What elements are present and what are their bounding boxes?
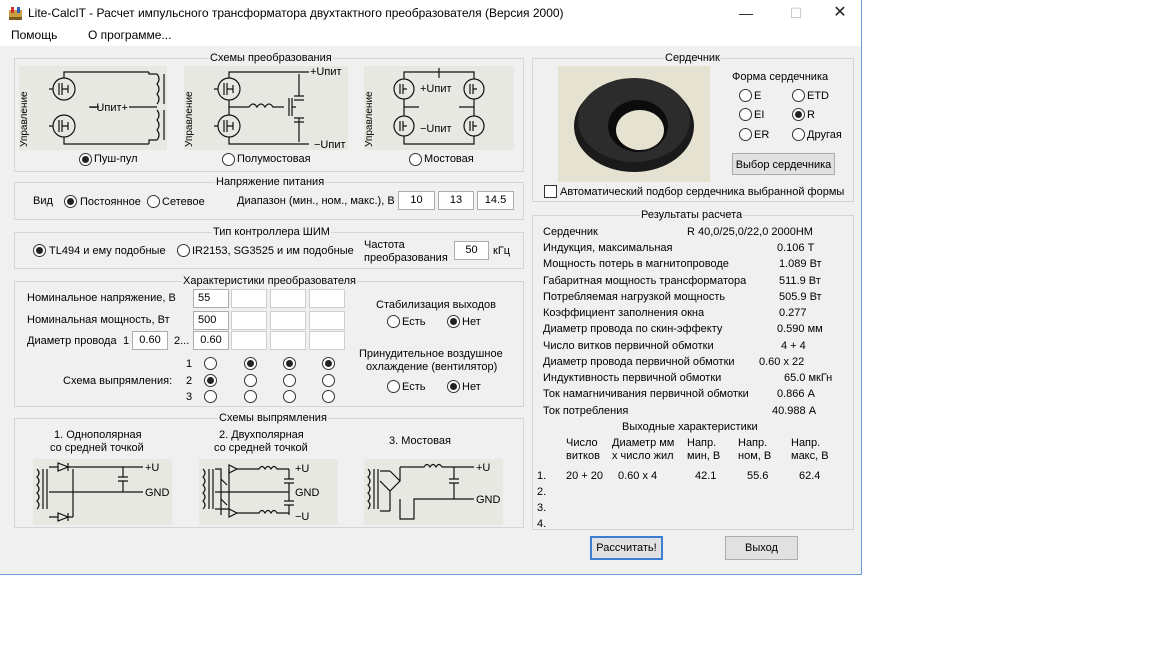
- converter-wire-input-3[interactable]: [231, 331, 267, 350]
- supply-max-input[interactable]: 14.5: [477, 191, 514, 210]
- fan-no-label: Нет: [462, 381, 481, 393]
- fan-title-line2: охлаждение (вентилятор): [366, 361, 498, 373]
- converter-wire-label: Диаметр провода: [27, 335, 117, 347]
- result-label-fill-factor: Коэффициент заполнения окна: [543, 307, 705, 319]
- core-shape-other-radio[interactable]: [792, 128, 805, 141]
- result-label-inductance: Индуктивность первичной обмотки: [543, 372, 722, 384]
- core-shape-ei-radio[interactable]: [739, 108, 752, 121]
- half-bridge-diagram: [184, 66, 348, 150]
- full-bridge-plus-label: +Uпит: [420, 83, 452, 95]
- output-header-vmin-1: Напр.: [687, 437, 717, 449]
- result-label-overall-power: Габаритная мощность трансформатора: [543, 275, 747, 287]
- pwm-freq-unit: кГц: [493, 245, 511, 257]
- result-label-load-power: Потребляемая нагрузкой мощность: [543, 291, 726, 303]
- core-shape-er-radio[interactable]: [739, 128, 752, 141]
- scheme-half-bridge-radio[interactable]: [222, 153, 235, 166]
- converter-power-input-4[interactable]: [309, 311, 345, 330]
- rectifier-row-2-label: 2: [186, 375, 193, 387]
- pwm-title: Тип контроллера ШИМ: [213, 226, 330, 238]
- rect-s2-plus-label: +U: [295, 463, 310, 475]
- auto-core-label: Автоматический подбор сердечника выбранной формы: [560, 186, 845, 198]
- rect-s2-minus-label: −U: [295, 511, 310, 523]
- supply-nom-input[interactable]: 13: [438, 191, 474, 210]
- pwm-ir2153-radio[interactable]: [177, 244, 190, 257]
- supply-dc-radio[interactable]: [64, 195, 77, 208]
- converter-wire-1-label: 1: [123, 335, 130, 347]
- schemes-title: Схемы преобразования: [210, 52, 332, 64]
- supply-min-input[interactable]: 10: [398, 191, 435, 210]
- converter-voltage-label: Номинальное напряжение, В: [27, 292, 176, 304]
- core-shape-e-label: E: [754, 90, 762, 102]
- rect-out4-scheme3-radio[interactable]: [322, 390, 335, 403]
- supply-type-label: Вид: [33, 195, 53, 207]
- half-bridge-plus-label: +Uпит: [310, 66, 342, 78]
- converter-wire-input-5[interactable]: [309, 331, 345, 350]
- output-header-vmax-2: макс, В: [791, 450, 829, 462]
- result-value-induction: 0.106 Т: [777, 242, 815, 254]
- converter-power-input-3[interactable]: [270, 311, 306, 330]
- result-value-primary-wire: 0.60 x 22: [759, 356, 805, 368]
- converter-wire-input-4[interactable]: [270, 331, 306, 350]
- output-row-1-vnom: 55.6: [747, 470, 769, 482]
- output-row-1-vmax: 62.4: [799, 470, 821, 482]
- rect-s3-title: 3. Мостовая: [389, 435, 451, 447]
- core-shape-r-radio[interactable]: [792, 108, 805, 121]
- stabilization-title: Стабилизация выходов: [376, 299, 496, 311]
- core-shape-e-radio[interactable]: [739, 89, 752, 102]
- push-pull-control-label: Управление: [19, 91, 30, 147]
- core-ring-image: [558, 66, 710, 182]
- stabilization-no-radio[interactable]: [447, 315, 460, 328]
- rectifier-row-1-label: 1: [186, 358, 193, 370]
- core-title: Сердечник: [665, 52, 720, 64]
- output-header-vnom-2: ном, В: [738, 450, 772, 462]
- converter-wire-2-input[interactable]: 0.60: [193, 331, 229, 350]
- result-label-consumption: Ток потребления: [543, 405, 629, 417]
- core-shape-r-label: R: [807, 109, 815, 121]
- fan-title-line1: Принудительное воздушное: [359, 348, 503, 360]
- result-value-load-power: 505.9 Вт: [779, 291, 822, 303]
- title-bar[interactable]: [0, 0, 861, 26]
- stabilization-no-label: Нет: [462, 316, 481, 328]
- converter-title: Характеристики преобразователя: [183, 275, 357, 287]
- rect-s1-gnd-label: GND: [145, 487, 170, 499]
- output-header-turns-1: Число: [566, 437, 598, 449]
- scheme-half-bridge-label: Полумостовая: [237, 153, 311, 165]
- result-value-overall-power: 511.9 Вт: [779, 275, 821, 287]
- result-value-primary-turns: 4 + 4: [781, 340, 806, 352]
- result-value-inductance: 65.0 мкГн: [784, 372, 833, 384]
- converter-voltage-input-3[interactable]: [270, 289, 306, 308]
- rectifier-scheme-label: Схема выпрямления:: [63, 375, 173, 387]
- rect-s2-line2: со средней точкой: [214, 442, 308, 454]
- supply-ac-label: Сетевое: [162, 196, 205, 208]
- rect-out3-scheme3-radio[interactable]: [283, 390, 296, 403]
- core-shape-etd-label: ETD: [807, 90, 829, 102]
- pwm-tl494-label: TL494 и ему подобные: [49, 245, 166, 257]
- result-label-primary-turns: Число витков первичной обмотки: [543, 340, 714, 352]
- full-bridge-control-label: Управление: [364, 91, 375, 147]
- stabilization-yes-label: Есть: [402, 316, 426, 328]
- app-icon: [8, 6, 23, 21]
- core-shape-ei-label: EI: [754, 109, 765, 121]
- fan-yes-radio[interactable]: [387, 380, 400, 393]
- output-row-1-vmin: 42.1: [695, 470, 717, 482]
- half-bridge-control-label: Управление: [184, 91, 195, 147]
- output-row-3-num: 3.: [537, 502, 547, 514]
- rect-out3-scheme1-radio[interactable]: [283, 357, 296, 370]
- pwm-freq-label-1: Частота: [364, 239, 405, 251]
- calculate-button[interactable]: Рассчитать!: [590, 536, 663, 560]
- rect-s1-plus-label: +U: [145, 462, 160, 474]
- converter-voltage-input-2[interactable]: [231, 289, 267, 308]
- converter-power-input[interactable]: 500: [193, 311, 229, 330]
- result-value-core-loss: 1.089 Вт: [779, 258, 822, 270]
- result-label-skin-diameter: Диаметр провода по скин-эффекту: [543, 323, 723, 335]
- result-value-fill-factor: 0.277: [779, 307, 807, 319]
- result-label-induction: Индукция, максимальная: [543, 242, 673, 254]
- converter-power-label: Номинальная мощность, Вт: [27, 314, 170, 326]
- converter-wire-1-input[interactable]: 0.60: [132, 331, 168, 350]
- push-pull-supply-label: −Uпит+: [90, 102, 128, 114]
- push-pull-diagram: [19, 66, 167, 150]
- rect-out2-scheme3-radio[interactable]: [244, 390, 257, 403]
- output-row-1-num: 1.: [537, 470, 547, 482]
- core-shape-etd-radio[interactable]: [792, 89, 805, 102]
- scheme-full-bridge-label: Мостовая: [424, 153, 474, 165]
- result-value-magnetizing: 0.866 А: [777, 388, 815, 400]
- supply-dc-label: Постоянное: [80, 196, 141, 208]
- menu-help[interactable]: Помощь: [11, 28, 58, 42]
- rectifier-single-diagram: [33, 459, 172, 525]
- converter-wire-2-label: 2...: [174, 335, 190, 347]
- pwm-tl494-radio[interactable]: [33, 244, 46, 257]
- supply-title: Напряжение питания: [216, 176, 325, 188]
- select-core-button[interactable]: Выбор сердечника: [732, 153, 835, 175]
- rectifier-schemes-title: Схемы выпрямления: [219, 412, 327, 424]
- output-row-4-num: 4.: [537, 518, 547, 530]
- auto-core-checkbox[interactable]: [544, 185, 557, 198]
- scheme-push-pull-label: Пуш-пул: [94, 153, 138, 165]
- core-shape-other-label: Другая: [807, 129, 842, 141]
- close-button[interactable]: ✕: [833, 4, 847, 21]
- window-title: Lite-CalcIT - Расчет импульсного трансформатора двухтактного преобразователя (Версия 2000): [28, 6, 564, 20]
- pwm-freq-input[interactable]: 50: [454, 241, 489, 260]
- pwm-ir2153-label: IR2153, SG3525 и им подобные: [192, 245, 354, 257]
- maximize-button[interactable]: ☐: [789, 5, 803, 21]
- exit-button[interactable]: Выход: [725, 536, 798, 560]
- result-label-magnetizing: Ток намагничивания первичной обмотки: [543, 388, 749, 400]
- core-shape-title: Форма сердечника: [732, 71, 829, 83]
- output-header-vnom-1: Напр.: [738, 437, 768, 449]
- rect-s2-gnd-label: GND: [295, 487, 320, 499]
- result-label-core: Сердечник: [543, 226, 598, 238]
- rectifier-bridge-diagram: [364, 459, 503, 525]
- output-row-1-wire: 0.60 x 4: [618, 470, 658, 482]
- output-row-2-num: 2.: [537, 486, 547, 498]
- rect-s2-line1: 2. Двухполярная: [219, 429, 304, 441]
- minimize-button[interactable]: —: [739, 5, 753, 21]
- rect-out1-scheme3-radio[interactable]: [204, 390, 217, 403]
- output-header-diam-2: х число жил: [612, 450, 674, 462]
- rect-out4-scheme2-radio[interactable]: [322, 374, 335, 387]
- rect-out4-scheme1-radio[interactable]: [322, 357, 335, 370]
- pwm-freq-label-2: преобразования: [364, 252, 448, 264]
- rect-s3-plus-label: +U: [476, 462, 491, 474]
- supply-range-label: Диапазон (мин., ном., макс.), В: [237, 195, 395, 207]
- rect-s1-line1: 1. Однополярная: [54, 429, 142, 441]
- rect-s1-line2: со средней точкой: [50, 442, 144, 454]
- half-bridge-minus-label: −Uпит: [314, 139, 346, 150]
- fan-yes-label: Есть: [402, 381, 426, 393]
- rect-s3-gnd-label: GND: [476, 494, 501, 506]
- result-label-core-loss: Мощность потерь в магнитопроводе: [543, 258, 729, 270]
- full-bridge-diagram: [364, 66, 514, 150]
- results-title: Результаты расчета: [641, 209, 743, 221]
- core-shape-er-label: ER: [754, 129, 770, 141]
- scheme-full-bridge-radio[interactable]: [409, 153, 422, 166]
- rect-out1-scheme1-radio[interactable]: [204, 357, 217, 370]
- rect-out3-scheme2-radio[interactable]: [283, 374, 296, 387]
- fan-no-radio[interactable]: [447, 380, 460, 393]
- output-row-1-turns: 20 + 20: [566, 470, 604, 482]
- output-header-vmax-1: Напр.: [791, 437, 821, 449]
- menu-bar: [0, 26, 861, 46]
- menu-about[interactable]: О программе...: [88, 28, 172, 42]
- output-title: Выходные характеристики: [622, 421, 758, 433]
- rect-out2-scheme1-radio[interactable]: [244, 357, 257, 370]
- output-header-turns-2: витков: [566, 450, 600, 462]
- converter-voltage-input-4[interactable]: [309, 289, 345, 308]
- output-header-diam-1: Диаметр мм: [612, 437, 675, 449]
- converter-voltage-input[interactable]: 55: [193, 289, 229, 308]
- result-value-skin-diameter: 0.590 мм: [777, 323, 823, 335]
- rectifier-row-3-label: 3: [186, 391, 193, 403]
- rectifier-dual-diagram: [199, 459, 338, 525]
- result-value-core: R 40,0/25,0/22,0 2000НМ: [687, 226, 813, 238]
- result-value-consumption: 40.988 А: [772, 405, 817, 417]
- full-bridge-minus-label: −Uпит: [420, 123, 452, 135]
- stabilization-yes-radio[interactable]: [387, 315, 400, 328]
- result-label-primary-wire: Диаметр провода первичной обмотки: [543, 356, 735, 368]
- supply-ac-radio[interactable]: [147, 195, 160, 208]
- scheme-push-pull-radio[interactable]: [79, 153, 92, 166]
- output-header-vmin-2: мин, В: [687, 450, 721, 462]
- converter-power-input-2[interactable]: [231, 311, 267, 330]
- rect-out1-scheme2-radio[interactable]: [204, 374, 217, 387]
- rect-out2-scheme2-radio[interactable]: [244, 374, 257, 387]
